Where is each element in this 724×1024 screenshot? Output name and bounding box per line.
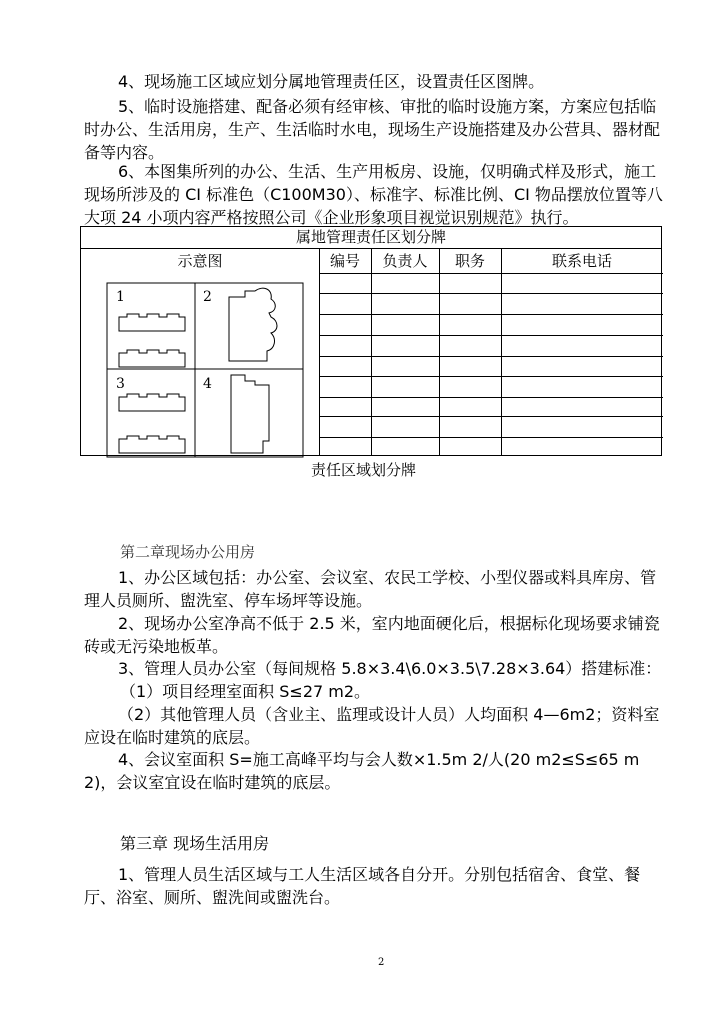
chapter-2-paragraph-1: 1、办公区域包括：办公室、会议室、农民工学校、小型仪器或料具库房、管理人员厕所、盥洗室、停车场坪等设施。	[84, 568, 657, 610]
table-row-line	[319, 314, 663, 315]
header-diagram: 示意图	[177, 252, 223, 270]
zone-diagram	[103, 281, 309, 459]
chapter-2-paragraph-4: 4、会议室面积 S=施工高峰平均与会人数×1.5m 2/人(20 m2≤S≤65 m2)，会议室宜设在临时建筑的底层。	[84, 750, 640, 792]
table-row-line	[319, 437, 663, 438]
table-row-line	[319, 335, 663, 336]
header-phone: 联系电话	[551, 252, 612, 270]
table-row-line	[319, 356, 663, 357]
table-row-line	[319, 273, 663, 274]
table-divider	[439, 248, 440, 455]
zone-label-2: 2	[203, 289, 212, 305]
chapter-3-heading: 第三章 现场生活用房	[120, 834, 270, 853]
building-icon	[119, 314, 185, 331]
building-plan-icon	[229, 288, 277, 361]
paragraph-item-4: 4、现场施工区域应划分属地管理责任区，设置责任区图牌。	[118, 72, 545, 91]
building-icon	[119, 436, 185, 453]
header-number: 编号	[329, 252, 360, 270]
building-plan-icon	[231, 375, 269, 453]
table-title: 属地管理责任区划分牌	[81, 227, 661, 249]
zone-frame	[107, 283, 303, 457]
table-divider	[501, 248, 502, 455]
table-row-line	[319, 376, 663, 377]
chapter-2-heading: 第二章现场办公用房	[120, 543, 256, 561]
zone-label-1: 1	[116, 289, 125, 305]
header-person: 负责人	[382, 252, 428, 270]
table-row-line	[319, 416, 663, 417]
table-divider	[371, 248, 372, 455]
table-divider	[319, 248, 320, 455]
table-row-line	[319, 397, 663, 398]
zone-label-3: 3	[116, 376, 125, 392]
paragraph-item-5: 5、临时设施搭建、配备必须有经审核、审批的临时设施方案，方案应包括临时办公、生活用房，生产、生活临时水电，现场生产设施搭建及办公营具、器材配备等内容。	[84, 97, 661, 162]
building-icon	[119, 394, 185, 411]
chapter-3-paragraph-1: 1、管理人员生活区域与工人生活区域各自分开。分别包括宿舍、食堂、餐厅、浴室、厕所、盥洗间或盥洗台。	[84, 865, 641, 907]
paragraph-item-6: 6、本图集所列的办公、生活、生产用板房、设施，仅明确式样及形式，施工现场所涉及的 CI 标准色（C100M30）、标准字、标准比例、CI 物品摆放位置等八大项 24 小项内容严格按照公司《企业形象项目视觉识别规范》执行。	[84, 162, 663, 227]
chapter-2-item-1: （1）项目经理室面积 S≤27 m2。	[120, 682, 371, 701]
page-number: 2	[378, 957, 385, 968]
table-caption: 责任区域划分牌	[311, 461, 417, 479]
chapter-2-item-2: （2）其他管理人员（含业主、监理或设计人员）人均面积 4—6m2；资料室应设在临时建筑的底层。	[84, 705, 660, 747]
chapter-2-paragraph-3: 3、管理人员办公室（每间规格 5.8×3.4\6.0×3.5\7.28×3.64）搭建标准：	[118, 659, 662, 678]
responsibility-zone-table	[80, 226, 662, 456]
chapter-2-paragraph-2: 2、现场办公室净高不低于 2.5 米，室内地面硬化后，根据标化现场要求铺瓷砖或无污染地板革。	[84, 614, 660, 656]
header-duty: 职务	[454, 252, 485, 270]
building-icon	[119, 350, 185, 367]
zone-label-4: 4	[203, 376, 212, 392]
table-row-line	[319, 293, 663, 294]
